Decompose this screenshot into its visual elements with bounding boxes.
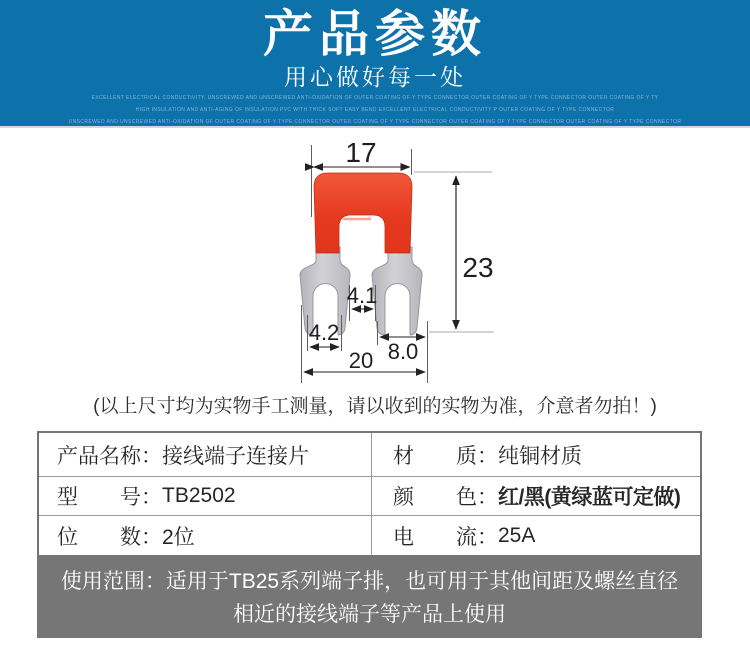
dimension-label-fork-width: 8.0 xyxy=(387,339,419,364)
measurement-note: (以上尺寸均为实物手工测量，请以收到的实物为准，介意者勿拍！) xyxy=(93,396,657,417)
header-banner xyxy=(0,0,750,128)
cell-color xyxy=(371,477,700,515)
fine-print-line: UNSCREWED AND UNSCREWED ANTI-OXIDATION OF OUTER COATING OF Y TYPE CONNECTOR OUTER COATING OF Y TYPE CONNECTOR OUTER COATING OF Y TYPE CONNECTOR OUTER COATING OF Y TYPE CONNECTOR xyxy=(68,119,682,125)
dimension-label-fork-gap: 4.1 xyxy=(346,283,378,308)
dimension-label-total-width: 20 xyxy=(348,348,374,373)
spec-label: 颜 色： xyxy=(393,486,498,509)
spec-label: 材 质： xyxy=(393,444,498,468)
product-dimension-diagram xyxy=(240,135,540,390)
usage-range-section xyxy=(37,557,702,638)
table-row xyxy=(39,476,700,515)
table-row xyxy=(39,515,700,555)
dimension-label-top-width: 17 xyxy=(345,137,377,168)
metal-fork-right xyxy=(372,247,422,340)
usage-label: 使用范围： xyxy=(60,570,166,593)
spec-value: 25A xyxy=(498,523,536,547)
spec-value: 红/黑(黄绿蓝可定做) xyxy=(498,486,681,509)
cell-model xyxy=(39,477,371,515)
red-connector-body xyxy=(314,173,412,253)
cell-positions xyxy=(39,516,371,555)
spec-value: TB2502 xyxy=(162,484,236,507)
fine-print-line: EXCELLENT ELECTRICAL CONDUCTIVITY, UNSCREWED AND UNSCREWED ANTI-OXIDATION OF OUTER COATING OF Y TYPE CONNECTOR OUTER COATING OF Y TYPE CONNECTOR OUTER COATING OF Y TY xyxy=(91,95,659,101)
page-title: 产品参数 xyxy=(263,6,487,62)
fine-print-line: HIGH INSULATION AND ANTI-AGING OF INSULATION PVC WITH THICK SOFT EASY BEND EXCELLENT ELECTRICAL CONDUCTIVITY P OUTER COATING OF Y TYPE CONNECTOR xyxy=(135,107,615,113)
spec-value: 接线端子连接片 xyxy=(162,444,309,468)
dimension-label-slot-width: 4.2 xyxy=(308,320,340,345)
spec-table xyxy=(37,431,702,557)
dimension-label-height: 23 xyxy=(462,252,494,283)
table-row xyxy=(39,433,700,476)
spec-label: 型 号： xyxy=(57,486,162,509)
cell-product-name xyxy=(39,433,371,476)
cell-current xyxy=(371,516,700,555)
spec-label: 产品名称： xyxy=(57,444,162,468)
page-subtitle: 用心做好每一处 xyxy=(284,64,466,90)
spec-label: 位 数： xyxy=(57,525,162,549)
usage-text: 适用于TB25系列端子排，也可用于其他间距及螺丝直径相近的接线端子等产品上使用 xyxy=(165,570,679,626)
spec-label: 电 流： xyxy=(393,525,498,549)
cell-material xyxy=(371,433,700,476)
spec-value: 纯铜材质 xyxy=(498,444,582,468)
spec-value: 2位 xyxy=(162,525,195,549)
